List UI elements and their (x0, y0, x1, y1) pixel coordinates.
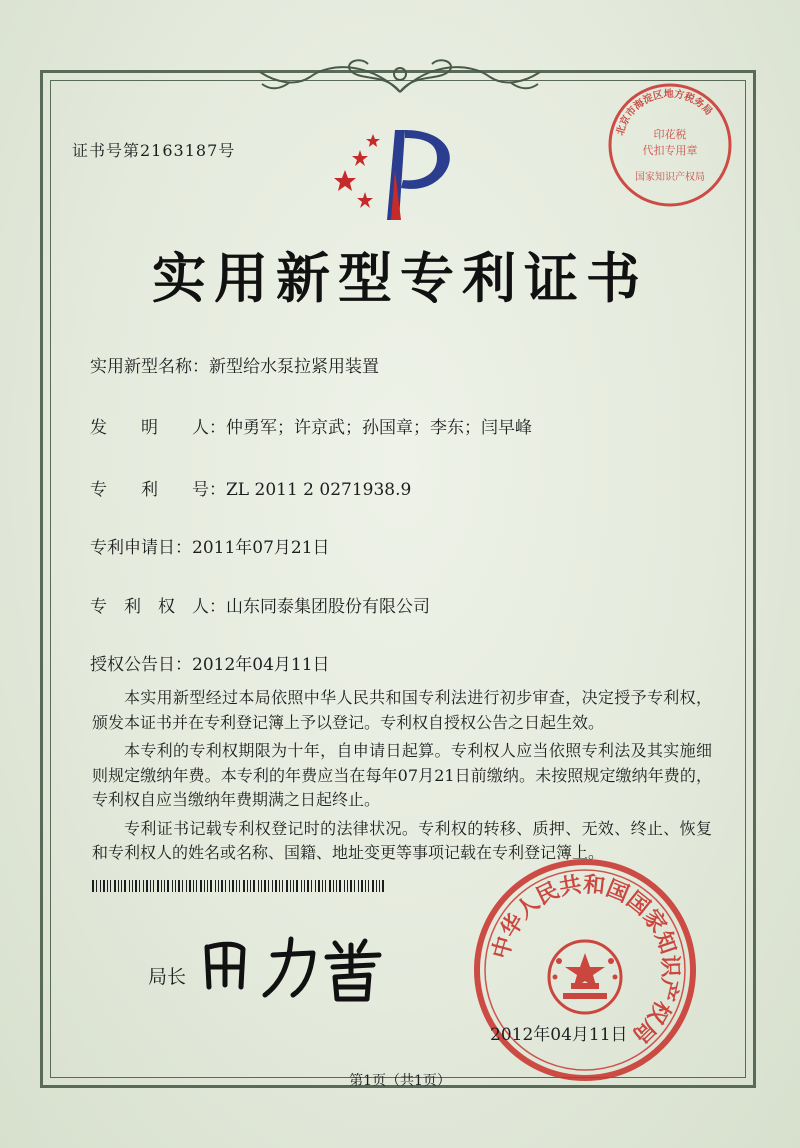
field-label: 专利申请日： (90, 538, 192, 558)
patent-office-logo (325, 110, 475, 230)
field-value: ZL 2011 2 0271938.9 (226, 480, 412, 500)
body-paragraph-1: 本实用新型经过本局依照中华人民共和国专利法进行初步审查，决定授予专利权，颁发本证书并在专利登记簿上予以登记。专利权自授权公告之日起生效。 (92, 688, 712, 732)
field-value: 仲勇军；许京武；孙国章；李东；闫早峰 (226, 418, 532, 438)
official-seal-sipo (470, 855, 700, 1085)
field-utility-model-name (90, 352, 379, 377)
field-value: 山东同泰集团股份有限公司 (226, 597, 430, 617)
seal-date: 2012年04月11日 (490, 1025, 628, 1045)
barcode (92, 880, 387, 892)
page-number: 第1页（共1页） (349, 1073, 451, 1089)
body-paragraph-3: 专利证书记载专利权登记时的法律状况。专利权的转移、质押、无效、终止、恢复和专利权人的姓名或名称、国籍、地址变更等事项记载在专利登记簿上。 (92, 818, 712, 862)
certificate-body (92, 686, 712, 866)
field-label: 授权公告日： (90, 655, 192, 675)
ornament-decoration (250, 52, 550, 98)
stamp-ring-text: 北京市海淀区地方税务局 (614, 88, 714, 137)
body-paragraph-2: 本专利的专利权期限为十年，自申请日起算。专利权人应当依照专利法及其实施细则规定缴纳年费。本专利的年费应当在每年07月21日前缴纳。未按照规定缴纳年费的，专利权自应当缴纳年费期满之日起终止。 (92, 741, 712, 809)
certificate-title: 实用新型专利证书 (152, 246, 648, 310)
field-label: 发 明 人： (90, 418, 226, 438)
field-patentee (90, 592, 430, 617)
field-label: 实用新型名称： (90, 357, 209, 377)
tax-stamp (605, 80, 735, 210)
field-label: 专 利 权 人： (90, 597, 226, 617)
director-label: 局长 (148, 966, 187, 988)
field-patent-number (90, 475, 411, 500)
seal-text: 中华人民共和国国家知识产权局 (487, 871, 684, 1049)
field-value: 新型给水泵拉紧用装置 (209, 357, 379, 377)
certificate-number: 证书号第2163187号 (72, 141, 236, 160)
field-inventor (90, 413, 532, 438)
stamp-bottom-text: 国家知识产权局 (635, 172, 705, 183)
stamp-line-2: 代扣专用章 (642, 144, 698, 157)
director-signature (195, 925, 385, 1005)
field-value: 2012年04月11日 (192, 655, 330, 675)
field-filing-date (90, 533, 330, 558)
stamp-line-1: 印花税 (653, 128, 687, 141)
field-label: 专 利 号： (90, 480, 226, 500)
field-grant-date (90, 650, 330, 675)
field-value: 2011年07月21日 (192, 538, 330, 558)
